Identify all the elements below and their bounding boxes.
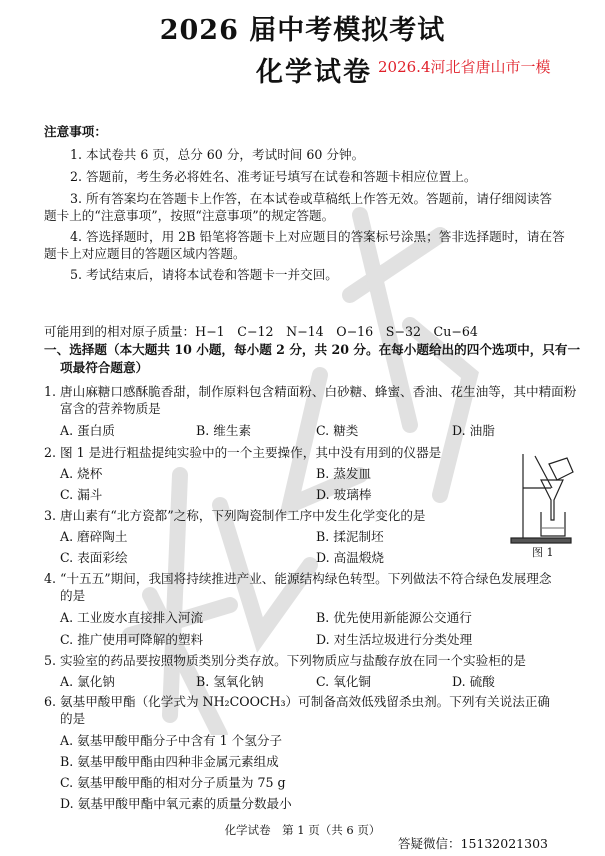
- notice-item-1: 1. 本试卷共 6 页，总分 60 分，考试时间 60 分钟。: [70, 147, 365, 162]
- q6-option-c: C. 氨基甲酸甲酯的相对分子质量为 75 g: [60, 775, 286, 790]
- q1-option-c: C. 糖类: [316, 423, 359, 438]
- q1-stem: 1. 唐山麻糖口感酥脆香甜，制作原料包含精面粉、白砂糖、蜂蜜、香油、花生油等，其中精面粉: [44, 384, 577, 399]
- q4-option-b: B. 优先使用新能源公交通行: [316, 610, 472, 625]
- source-tag: 2026.4河北省唐山市一模: [378, 58, 551, 76]
- q3-stem: 3. 唐山素有“北方瓷都”之称，下列陶瓷制作工序中发生化学变化的是: [44, 508, 426, 523]
- q6-stem-cont: 的是: [60, 711, 86, 726]
- subject-title: 化学试卷: [256, 57, 372, 88]
- q6-option-a: A. 氨基甲酸甲酯分子中含有 1 个氢分子: [60, 733, 283, 748]
- notice-item-5: 5. 考试结束后，请将本试卷和答题卡一并交回。: [70, 267, 338, 282]
- q2-option-c: C. 漏斗: [60, 487, 103, 502]
- q4-option-a: A. 工业废水直接排入河流: [60, 610, 204, 625]
- q3-option-c: C. 表面彩绘: [60, 550, 128, 565]
- stand-base: [511, 538, 571, 543]
- pouring-beaker: [549, 458, 573, 480]
- q6-stem: 6. 氨基甲酸甲酯（化学式为 NH₂COOCH₃）可制备高效低残留杀虫剂。下列有关说法正确: [44, 694, 551, 709]
- q3-option-d: D. 高温煅烧: [316, 550, 385, 565]
- q4-option-c: C. 推广使用可降解的塑料: [60, 632, 204, 647]
- q3-option-a: A. 磨碎陶土: [60, 529, 128, 544]
- q1-stem-cont: 富含的营养物质是: [60, 401, 161, 416]
- q5-option-c: C. 氧化铜: [316, 674, 371, 689]
- figure-caption: 图 1: [532, 546, 554, 559]
- q1-option-d: D. 油脂: [452, 423, 495, 438]
- funnel: [541, 480, 563, 520]
- q5-option-b: B. 氢氧化钠: [196, 674, 264, 689]
- q2-option-b: B. 蒸发皿: [316, 466, 372, 481]
- exam-title: 2026 届中考模拟考试: [159, 15, 446, 46]
- notice-item-2: 2. 答题前，考生务必将姓名、准考证号填写在试卷和答题卡相应位置上。: [70, 169, 477, 184]
- q1-option-a: A. 蛋白质: [60, 423, 115, 438]
- notice-item-4-cont: 题卡上对应题目的答题区域内答题。: [44, 246, 246, 261]
- section-heading-cont: 项最符合题意）: [60, 360, 149, 375]
- notice-heading: 注意事项：: [44, 124, 107, 139]
- section-heading: 一、选择题（本大题共 10 小题，每小题 2 分，共 20 分。在每小题给出的四个选项中，只有一: [44, 342, 581, 357]
- contact-info: 答疑微信：15132021303: [398, 836, 548, 851]
- q4-stem: 4. “十五五”期间，我国将持续推进产业、能源结构绿色转型。下列做法不符合绿色发展理念: [44, 571, 552, 586]
- q2-option-d: D. 玻璃棒: [316, 487, 372, 502]
- notice-item-3: 3. 所有答案均在答题卡上作答，在本试卷或草稿纸上作答无效。答题前，请仔细阅读答: [70, 191, 552, 206]
- q6-option-b: B. 氨基甲酸甲酯由四种非金属元素组成: [60, 754, 279, 769]
- q5-option-a: A. 氯化钠: [60, 674, 115, 689]
- glass-rod: [535, 456, 552, 488]
- q4-stem-cont: 的是: [60, 588, 86, 603]
- q2-option-a: A. 烧杯: [60, 466, 103, 481]
- q6-option-d: D. 氨基甲酸甲酯中氧元素的质量分数最小: [60, 796, 292, 811]
- notice-item-4: 4. 答选择题时，用 2B 铅笔将答题卡上对应题目的答案标号涂黑；答非选择题时，请在答: [70, 229, 565, 244]
- filtration-apparatus-figure: [505, 448, 585, 548]
- receiving-beaker: [541, 512, 565, 536]
- page-footer: 化学试卷 第 1 页（共 6 页）: [224, 823, 381, 837]
- q2-stem: 2. 图 1 是进行粗盐提纯实验中的一个主要操作，其中没有用到的仪器是: [44, 445, 442, 460]
- q1-option-b: B. 维生素: [196, 423, 252, 438]
- notice-item-3-cont: 题卡上的“注意事项”，按照“注意事项”的规定答题。: [44, 208, 335, 223]
- atomic-masses: 可能用到的相对原子质量：H−1 C−12 N−14 O−16 S−32 Cu−64: [44, 324, 478, 339]
- q5-option-d: D. 硫酸: [452, 674, 495, 689]
- q4-option-d: D. 对生活垃圾进行分类处理: [316, 632, 473, 647]
- q3-option-b: B. 揉泥制坯: [316, 529, 384, 544]
- q5-stem: 5. 实验室的药品要按照物质类别分类存放。下列物质应与盐酸存放在同一个实验柜的是: [44, 653, 526, 668]
